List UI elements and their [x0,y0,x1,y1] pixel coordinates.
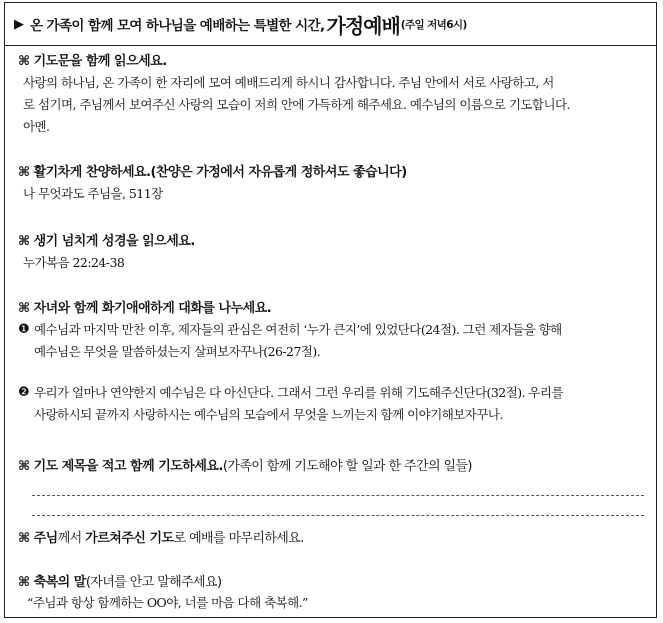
section-title [18,53,644,71]
section-title [18,530,644,548]
page-header [5,3,656,46]
command-symbol-icon: ⌘ [18,459,30,474]
blessing-text: “주님과 항상 함께하는 OO야, 너를 마음 다해 축복해.” [27,595,308,610]
talk-line: 사랑하시되 끝까지 사랑하시는 예수님의 모습에서 무엇을 느끼는지 함께 이야기해보자꾸나. [34,407,503,422]
prayer-topics-title: 기도 제목을 적고 함께 기도하세요. [33,459,223,474]
section-talk [18,300,644,426]
section-bible [18,233,644,274]
command-symbol-icon: ⌘ [18,234,30,249]
blessing-note: (자녀를 안고 말해주세요) [85,575,222,590]
closing-part-4: 로 예배를 마무리하세요. [173,531,304,546]
talk-line: 우리가 얼마나 연약한지 예수님은 다 아신단다. 그래서 그런 우리를 위해 기도해주신단다(32절). 우리를 [34,385,563,400]
prayer-text [18,72,644,138]
number-one-icon: ❶ [18,322,30,337]
talk-line: 예수님과 마지막 만찬 이후, 제자들의 관심은 여전히 ‘누가 큰지’에 있었단다(24절). 그런 제자들을 향해 [34,322,562,337]
talk-title: 자녀와 함께 화기애애하게 대화를 나누세요. [33,301,272,316]
bible-title: 생기 넘치게 성경을 읽으세요. [33,234,195,249]
blessing-title: 축복의 말 [33,575,86,590]
section-title [18,233,644,251]
triangle-icon: ▶ [14,16,24,32]
section-blessing [18,574,644,614]
command-symbol-icon: ⌘ [18,301,30,316]
section-title [18,574,644,592]
number-two-icon: ❷ [18,385,30,400]
talk-item-1 [18,319,644,363]
section-closing [18,530,644,548]
section-title [18,164,644,182]
header-emphasis: 가정예배 [326,13,400,38]
command-symbol-icon: ⌘ [18,54,30,69]
section-prayer-topics [18,458,644,476]
talk-item-2 [18,382,644,426]
command-symbol-icon: ⌘ [18,531,30,546]
praise-title: 활기차게 찬양하세요.(찬양은 가정에서 자유롭게 정하셔도 좋습니다) [33,165,407,180]
bible-text: 누가복음 22:24-38 [23,255,125,270]
prayer-line: 로 섬기며, 주님께서 보여주신 사랑의 모습이 저희 안에 가득하게 해주세요. 예수님의 이름으로 기도합니다. [23,97,570,112]
section-title [18,300,644,318]
praise-text: 나 무엇과도 주님을, 511장 [23,186,163,201]
command-symbol-icon: ⌘ [18,165,30,180]
prayer-title: 기도문을 함께 읽으세요. [33,54,167,69]
writing-line-2[interactable] [32,515,644,516]
prayer-topics-note: (가족이 함께 기도해야 할 일과 한 주간의 일들) [222,459,472,474]
header-time: (주일 저녁6시) [400,18,467,31]
closing-part-1: 주님 [33,531,58,546]
prayer-line: 사랑의 하나님, 온 가족이 한 자리에 모여 예배드리게 하시니 감사합니다. 주님 안에서 서로 사랑하고, 서 [23,75,554,90]
header-title: 온 가족이 함께 모여 하나님을 예배하는 특별한 시간, [30,18,325,34]
section-title [18,458,644,476]
talk-item-text [34,382,644,426]
worship-guide-frame [4,2,657,618]
talk-line: 예수님은 무엇을 말씀하셨는지 살펴보자꾸나(26-27절). [34,344,321,359]
closing-part-3: 가르쳐주신 기도 [85,531,174,546]
command-symbol-icon: ⌘ [18,575,30,590]
section-prayer [18,53,644,138]
closing-part-2: 께서 [57,531,86,546]
writing-line-1[interactable] [32,495,644,496]
prayer-line: 아멘. [23,119,50,134]
section-praise [18,164,644,205]
talk-item-text [34,319,644,363]
